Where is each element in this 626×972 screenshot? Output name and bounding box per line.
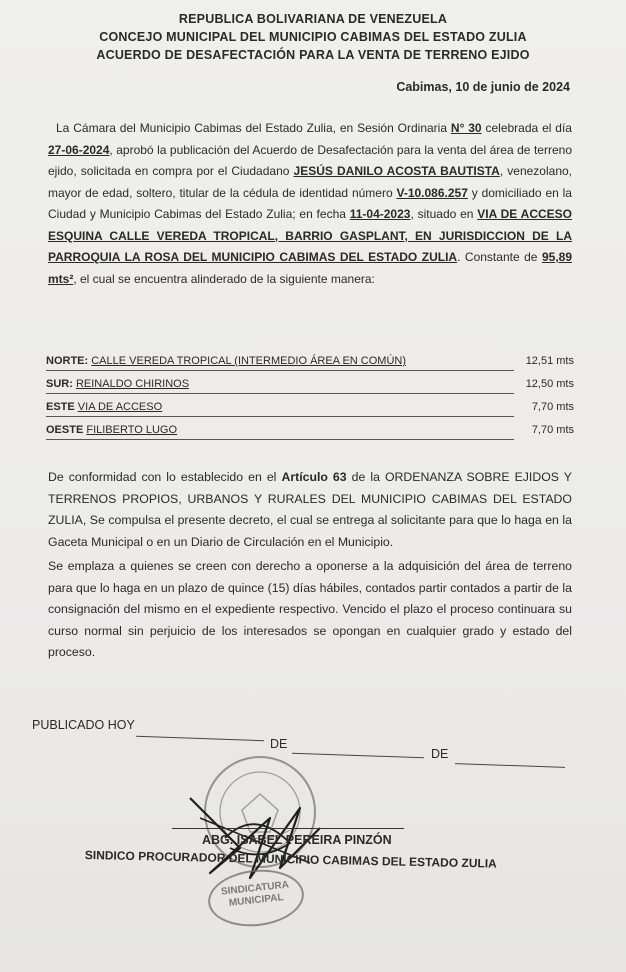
boundary-label: ESTE (46, 401, 75, 413)
article-ref: Artículo 63 (281, 470, 347, 484)
header-republic: REPUBLICA BOLIVARIANA DE VENEZUELA (178, 12, 448, 26)
id-number: V-10.086.257 (396, 185, 468, 200)
citizen-name: JESÚS DANILO ACOSTA BAUTISTA (293, 164, 500, 178)
boundary-label: OESTE (46, 424, 84, 436)
signatory-name: ABG. ISABEL PEREIRA PINZÓN (202, 833, 392, 847)
boundary-value: REINALDO CHIRINOS (75, 378, 190, 390)
boundary-measure: 7,70 mts (531, 424, 574, 436)
boundary-row-south (46, 378, 574, 396)
paragraph-ordinance (48, 467, 572, 553)
boundary-value: VIA DE ACCESO (77, 401, 163, 413)
document-date: Cabimas, 10 de junio de 2024 (396, 80, 570, 94)
boundary-measure: 12,50 mts (525, 378, 574, 390)
signatory-title: SINDICO PROCURADOR DEL MUNICIPIO CABIMAS DEL ESTADO ZULIA (84, 848, 497, 871)
boundary-measure: 7,70 mts (531, 401, 574, 413)
boundary-line (46, 439, 514, 440)
header-agreement-title: ACUERDO DE DESAFECTACIÓN PARA LA VENTA DE TERRENO EJIDO (96, 48, 530, 62)
p1-text-e: y domiciliado en la Ciudad y Municipio Cabimas del Estado Zulia; en fecha (48, 185, 572, 221)
property-area: 95,89 mts² (48, 250, 572, 286)
boundary-row-east (46, 401, 574, 419)
p2-text-b: de la ORDENANZA SOBRE EJIDOS Y TERRENOS PROPIOS, URBANOS Y RURALES DEL MUNICIPIO CABIMAS DEL ESTADO ZULIA, Se compulsa el presente decreto, el cual se entrega al solicitante para que lo haga en la Gaceta Municipal o en un Diario de Circulación en el Municipio. (48, 470, 572, 549)
boundary-line (46, 416, 514, 417)
p1-text-c: , aprobó la publicación del Acuerdo de Desafectación para la venta del área de terreno ejido, solicitada en compra por el Ciudadano (48, 142, 572, 178)
session-number: N° 30 (450, 121, 482, 135)
blank-year-line (455, 763, 565, 768)
request-date: 11-04-2023 (349, 207, 411, 221)
p1-text-f: , situado en (410, 207, 478, 221)
p1-text-d: , venezolano, mayor de edad, soltero, titular de la cédula de identidad número (48, 164, 572, 200)
p1-text-b: celebrada el día (481, 121, 572, 135)
boundary-measure: 12,51 mts (525, 355, 574, 367)
boundary-row-north (46, 355, 574, 373)
property-location: VIA DE ACCESO ESQUINA CALLE VEREDA TROPICAL, BARRIO GASPLANT, EN JURISDICCION DE LA PARROQUIA LA ROSA DEL MUNICIPIO CABIMAS DEL ESTADO ZULIA (48, 207, 572, 264)
boundary-value: FILIBERTO LUGO (86, 424, 178, 436)
boundary-label: NORTE: (46, 355, 89, 367)
de-label-1: DE (270, 737, 288, 751)
published-today-label: PUBLICADO HOY (32, 718, 135, 732)
session-date: 27-06-2024 (48, 142, 110, 157)
boundary-value: CALLE VEREDA TROPICAL (INTERMEDIO ÁREA EN COMÚN) (91, 355, 407, 367)
header-council: CONCEJO MUNICIPAL DEL MUNICIPIO CABIMAS DEL ESTADO ZULIA (99, 30, 527, 44)
p1-text-h: , el cual se encuentra alinderado de la siguiente manera: (73, 271, 375, 286)
de-label-2: DE (431, 747, 449, 761)
boundary-line (46, 393, 514, 394)
signature-line (172, 828, 404, 829)
p1-text-g: . Constante de (457, 250, 542, 264)
boundary-line (46, 370, 514, 371)
p1-text-a: La Cámara del Municipio Cabimas del Estado Zulia, en Sesión Ordinaria (56, 121, 451, 135)
stamp-text: SINDICATURA MUNICIPAL (220, 879, 290, 909)
blank-day-line (136, 736, 264, 741)
p2-text-a: De conformidad con lo establecido en el (48, 470, 282, 484)
paragraph-opposition: Se emplaza a quienes se creen con derecho a oponerse a la adquisición del área de terreno para que lo haga en un plazo de quince (15) días hábiles, contados partir contados a partir de la consignación del mismo en el expediente respectivo. Vencido el plazo el proceso continuara su curso normal sin perjuicio de los interesados se opongan en cualquier grado y estado del proceso. (48, 559, 572, 659)
boundary-label: SUR: (46, 378, 73, 390)
boundary-row-west (46, 424, 574, 442)
paragraph-main (48, 118, 572, 290)
